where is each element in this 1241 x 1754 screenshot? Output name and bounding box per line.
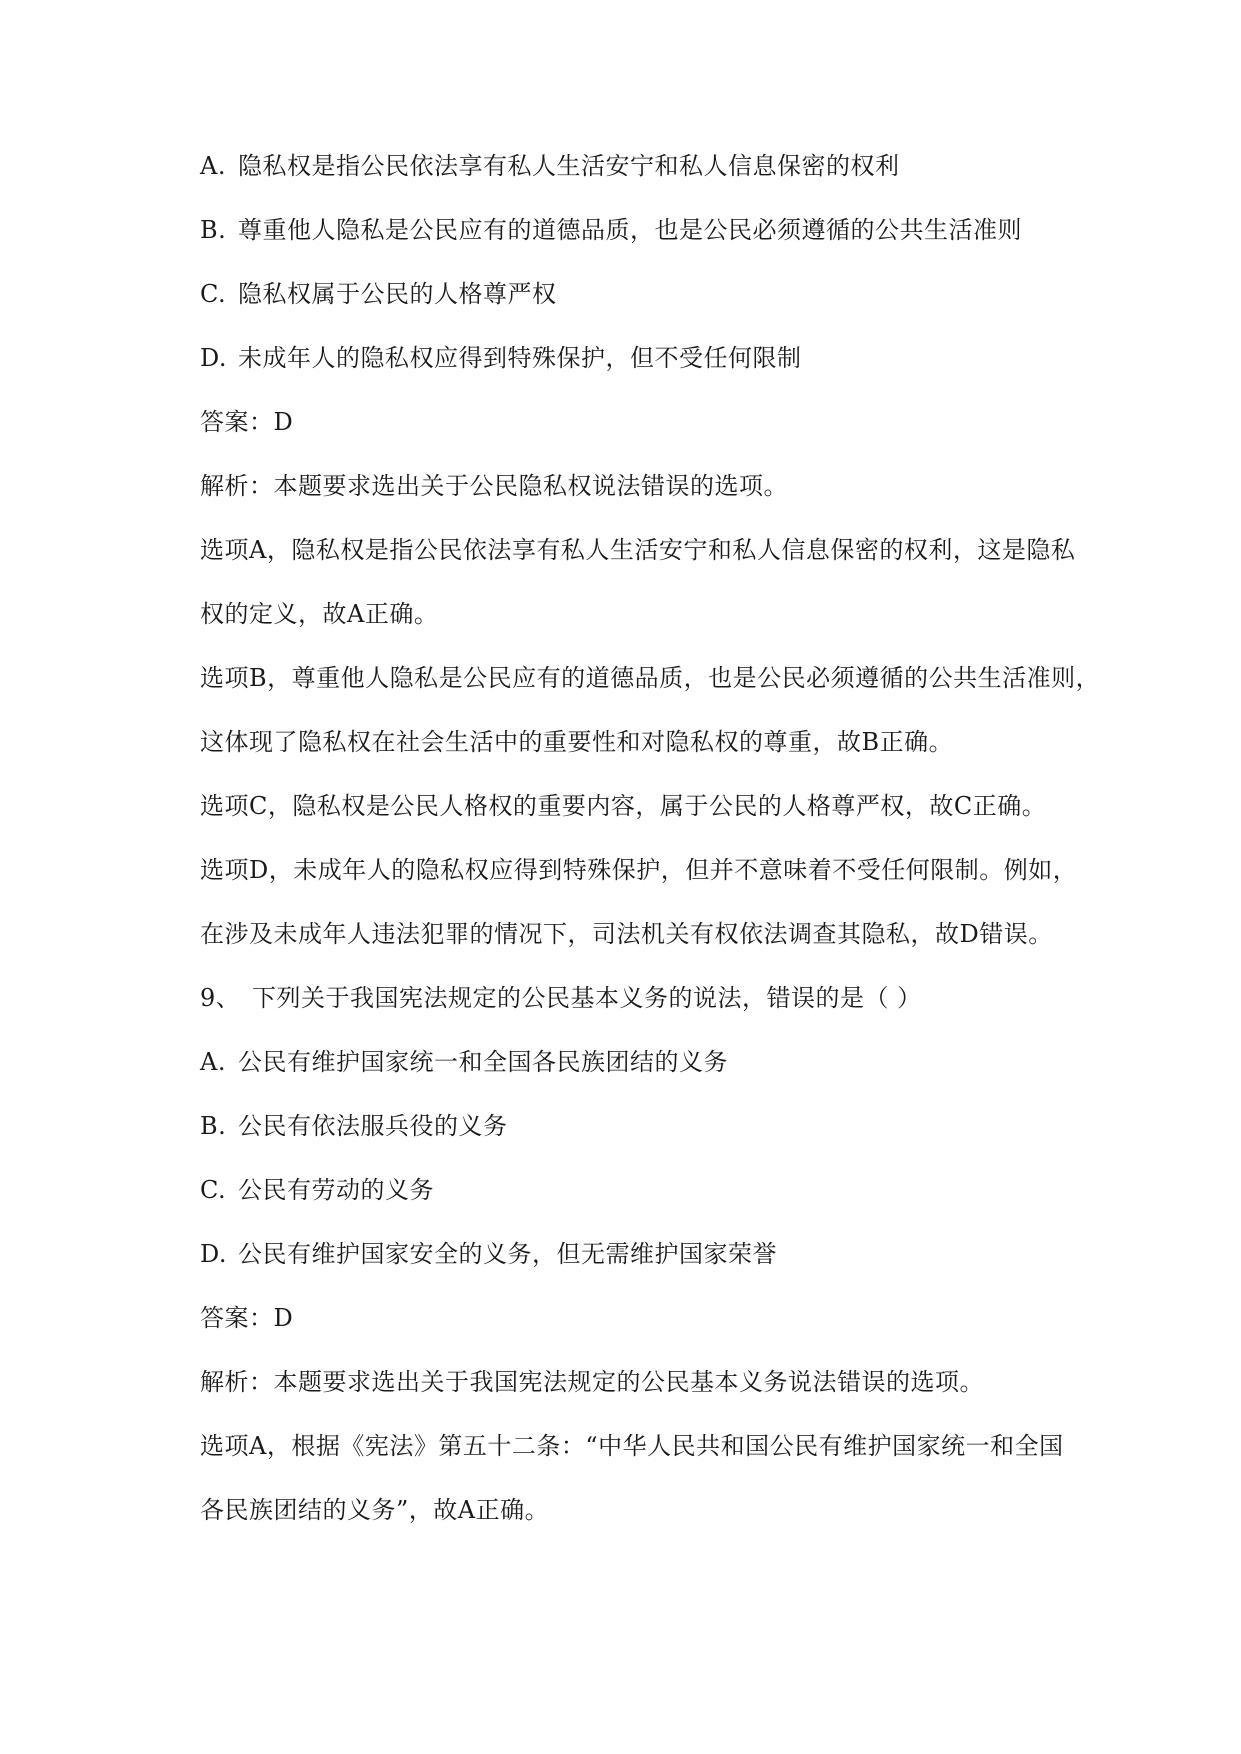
q9-analysis-line: 各民族团结的义务”，故A正确。 xyxy=(200,1496,550,1524)
q9-option-c xyxy=(200,1174,1100,1206)
q9-analysis-line: 解析：本题要求选出关于我国宪法规定的公民基本义务说法错误的选项。 xyxy=(200,1368,984,1396)
q8-analysis-line: 解析：本题要求选出关于公民隐私权说法错误的选项。 xyxy=(200,472,788,500)
option-text: 公民有劳动的义务 xyxy=(238,1176,434,1204)
q9-option-d xyxy=(200,1238,1100,1270)
q9-option-b xyxy=(200,1110,1100,1142)
option-label: C. xyxy=(200,280,227,308)
q8-option-d xyxy=(200,342,1100,374)
q8-option-c xyxy=(200,278,1100,310)
q8-analysis-line: 选项A，隐私权是指公民依法享有私人生活安宁和私人信息保密的权利，这是隐私 xyxy=(200,536,1076,564)
q9-analysis-line: 选项A，根据《宪法》第五十二条：“中华人民共和国公民有维护国家统一和全国 xyxy=(200,1432,1064,1460)
q9-answer: 答案：D xyxy=(200,1304,294,1332)
q8-analysis-line: 这体现了隐私权在社会生活中的重要性和对隐私权的尊重，故B正确。 xyxy=(200,728,954,756)
question-number: 9、 xyxy=(200,984,241,1012)
option-label: A. xyxy=(200,152,226,180)
option-label: D. xyxy=(200,1240,228,1268)
option-label: C. xyxy=(200,1176,227,1204)
option-text: 尊重他人隐私是公民应有的道德品质，也是公民必须遵循的公共生活准则 xyxy=(238,216,1022,244)
option-label: B. xyxy=(200,1112,227,1140)
option-text: 隐私权是指公民依法享有私人生活安宁和私人信息保密的权利 xyxy=(238,152,900,180)
q8-analysis-line: 权的定义，故A正确。 xyxy=(200,600,439,628)
option-text: 公民有依法服兵役的义务 xyxy=(238,1112,508,1140)
q9-stem xyxy=(200,982,1100,1014)
option-text: 未成年人的隐私权应得到特殊保护，但不受任何限制 xyxy=(238,344,802,372)
q9-option-a xyxy=(200,1046,1100,1078)
q8-answer: 答案：D xyxy=(200,408,294,436)
q8-option-a xyxy=(200,150,1100,182)
q8-analysis-line: 选项C，隐私权是公民人格权的重要内容，属于公民的人格尊严权，故C正确。 xyxy=(200,792,1047,820)
option-label: D. xyxy=(200,344,228,372)
q8-option-b xyxy=(200,214,1100,246)
option-text: 公民有维护国家安全的义务，但无需维护国家荣誉 xyxy=(238,1240,777,1268)
option-text: 公民有维护国家统一和全国各民族团结的义务 xyxy=(238,1048,728,1076)
question-text: 下列关于我国宪法规定的公民基本义务的说法，错误的是（ ） xyxy=(252,984,922,1012)
option-label: A. xyxy=(200,1048,226,1076)
option-text: 隐私权属于公民的人格尊严权 xyxy=(238,280,557,308)
q8-analysis-line: 选项B，尊重他人隐私是公民应有的道德品质，也是公民必须遵循的公共生活准则， xyxy=(200,664,1101,692)
q8-analysis-line: 在涉及未成年人违法犯罪的情况下，司法机关有权依法调查其隐私，故D错误。 xyxy=(200,920,1053,948)
option-label: B. xyxy=(200,216,227,244)
q8-analysis-line: 选项D，未成年人的隐私权应得到特殊保护，但并不意味着不受任何限制。例如， xyxy=(200,856,1078,884)
